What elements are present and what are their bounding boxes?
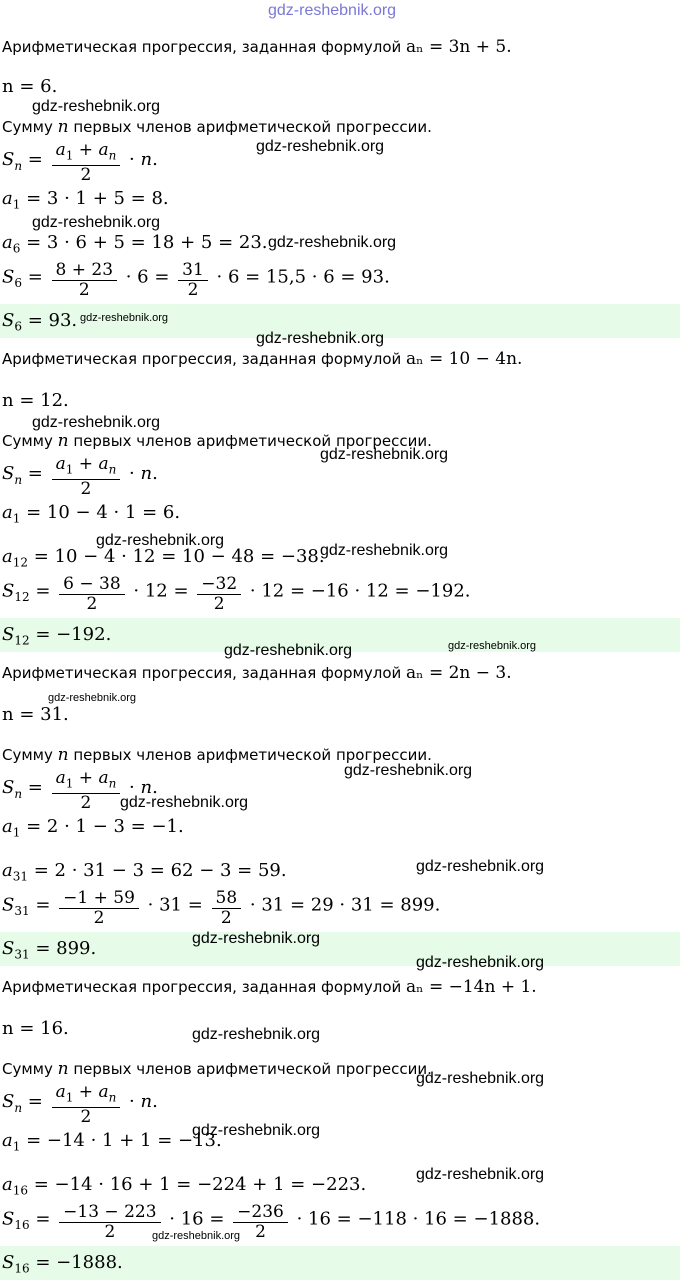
sum-calc: $S_{12}$ = $\frac{6 - 38}{2}$ · 12 = $\frac{-32}{2}$ · 12 = −16 · 12 = −192. (2, 574, 471, 609)
watermark: gdz-reshebnik.org (224, 642, 353, 659)
n-value: n = 12. (2, 390, 69, 411)
last-term-calc: $a_{31} = 2 \cdot 31 - 3 = 62 - 3 = 59$. (2, 860, 287, 884)
watermark: gdz-reshebnik.org (268, 2, 397, 19)
formula: aₙ = 3n + 5. (406, 37, 512, 57)
n-value: n = 31. (2, 704, 69, 725)
watermark: gdz-reshebnik.org (416, 1166, 545, 1183)
watermark: gdz-reshebnik.org (192, 1026, 321, 1043)
sum-formula: $S_n$ = $\frac{a_1 + a_n}{2}$ · n. (2, 1082, 158, 1123)
sum-formula: $S_n$ = $\frac{a_1 + a_n}{2}$ · n. (2, 454, 158, 495)
watermark: gdz-reshebnik.org (32, 414, 161, 431)
watermark: gdz-reshebnik.org (256, 330, 385, 347)
watermark: gdz-reshebnik.org (416, 1070, 545, 1087)
last-term-calc: $a_{12} = 10 - 4 \cdot 12 = 10 - 48 = -38$. (2, 546, 325, 570)
sum-formula: $S_n$ = $\frac{a_1 + a_n}{2}$ · n. (2, 140, 158, 181)
watermark: gdz-reshebnik.org (32, 98, 161, 115)
formula: aₙ = 10 − 4n. (406, 349, 523, 369)
formula: aₙ = −14n + 1. (406, 977, 537, 997)
problem-statement: Арифметическая прогрессия, заданная формулой aₙ = −14n + 1. (2, 977, 537, 997)
sum-formula: $S_n$ = $\frac{a_1 + a_n}{2}$ · n. (2, 768, 158, 809)
a1-calc: $a_1 = 10 - 4 \cdot 1 = 6$. (2, 502, 181, 526)
watermark: gdz-reshebnik.org (32, 214, 161, 231)
watermark: gdz-reshebnik.org (96, 532, 225, 549)
formula: aₙ = 2n − 3. (406, 663, 512, 683)
answer-highlight (0, 932, 680, 966)
answer: $S_6 = 93$. (2, 310, 78, 334)
a1-calc: $a_1 = -14 \cdot 1 + 1 = -13$. (2, 1130, 222, 1154)
watermark: gdz-reshebnik.org (192, 1122, 321, 1139)
answer: $S_{16} = -1888$. (2, 1252, 123, 1276)
watermark: gdz-reshebnik.org (320, 446, 449, 463)
sum-calc: $S_6$ = $\frac{8 + 23}{2}$ · 6 = $\frac{31}{2}$ · 6 = 15,5 · 6 = 93. (2, 260, 390, 295)
answer: $S_{12} = -192$. (2, 624, 112, 648)
watermark: gdz-reshebnik.org (256, 138, 385, 155)
watermark: gdz-reshebnik.org (320, 542, 449, 559)
watermark: gdz-reshebnik.org (268, 234, 397, 251)
watermark: gdz-reshebnik.org (80, 312, 169, 324)
watermark: gdz-reshebnik.org (448, 640, 537, 652)
last-term-calc: $a_{16} = -14 \cdot 16 + 1 = -224 + 1 = -223$. (2, 1174, 367, 1198)
sum-sentence: Сумму n первых членов арифметической прогрессии. (2, 431, 432, 451)
sum-sentence: Сумму n первых членов арифметической прогрессии. (2, 1059, 432, 1079)
n-value: n = 16. (2, 1018, 69, 1039)
last-term-calc: $a_6 = 3 \cdot 6 + 5 = 18 + 5 = 23$. (2, 232, 268, 256)
a1-calc: $a_1 = 3 \cdot 1 + 5 = 8$. (2, 188, 169, 212)
problem-statement: Арифметическая прогрессия, заданная формулой aₙ = 3n + 5. (2, 37, 512, 57)
watermark: gdz-reshebnik.org (344, 762, 473, 779)
sum-calc: $S_{16}$ = $\frac{-13 - 223}{2}$ · 16 = $\frac{-236}{2}$ · 16 = −118 · 16 = −1888. (2, 1202, 541, 1237)
problem-statement: Арифметическая прогрессия, заданная формулой aₙ = 2n − 3. (2, 663, 512, 683)
sum-sentence: Сумму n первых членов арифметической прогрессии. (2, 745, 432, 765)
watermark: gdz-reshebnik.org (120, 794, 249, 811)
sum-sentence: Сумму n первых членов арифметической прогрессии. (2, 117, 432, 137)
a1-calc: $a_1 = 2 \cdot 1 - 3 = -1$. (2, 816, 184, 840)
answer: $S_{31} = 899$. (2, 938, 97, 962)
n-value: n = 6. (2, 76, 58, 97)
watermark: gdz-reshebnik.org (152, 1230, 241, 1242)
problem-statement: Арифметическая прогрессия, заданная формулой aₙ = 10 − 4n. (2, 349, 523, 369)
watermark: gdz-reshebnik.org (416, 858, 545, 875)
watermark: gdz-reshebnik.org (48, 692, 137, 704)
watermark: gdz-reshebnik.org (416, 954, 545, 971)
watermark: gdz-reshebnik.org (192, 930, 321, 947)
sum-calc: $S_{31}$ = $\frac{-1 + 59}{2}$ · 31 = $\frac{58}{2}$ · 31 = 29 · 31 = 899. (2, 888, 441, 923)
